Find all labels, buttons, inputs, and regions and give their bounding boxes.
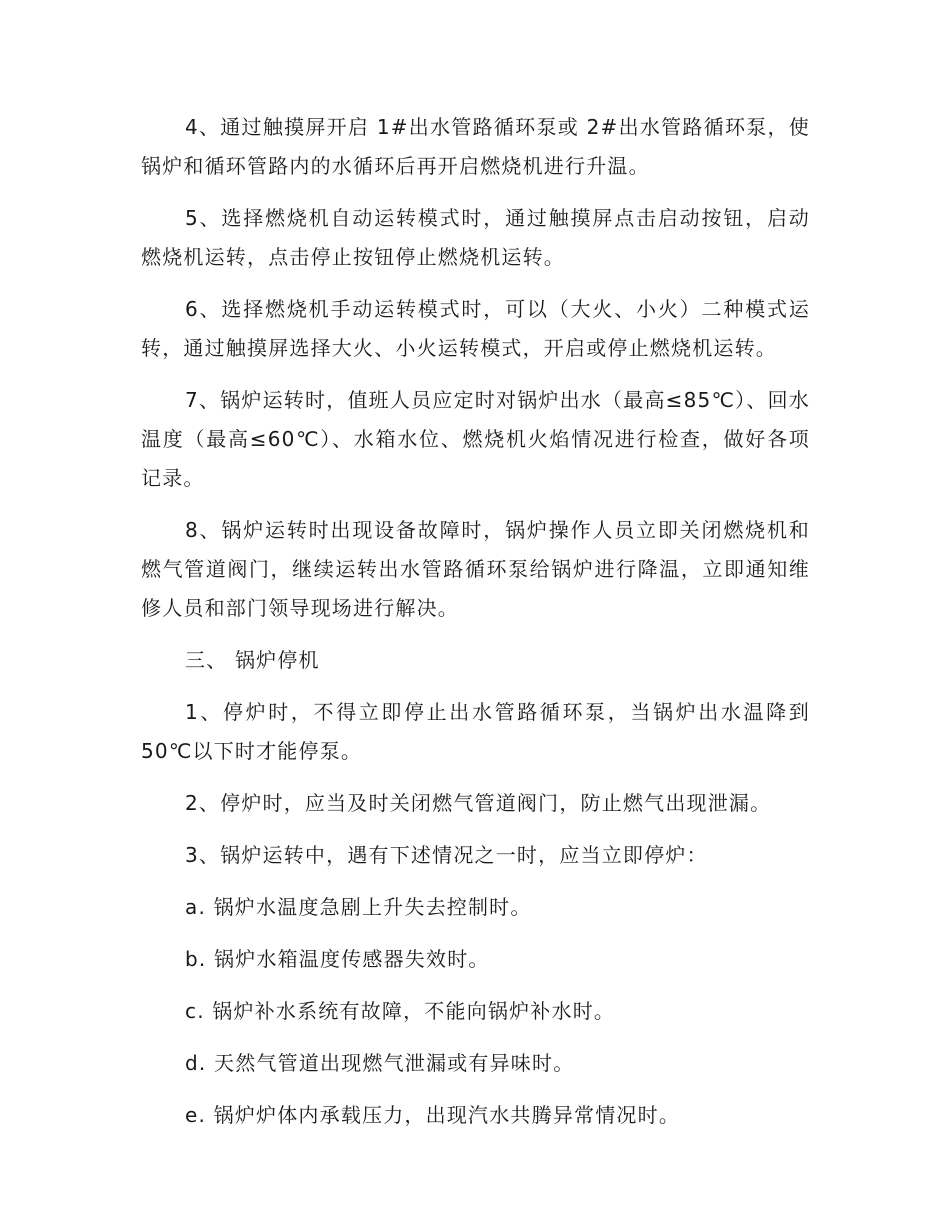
paragraph-step-6: 6、选择燃烧机手动运转模式时，可以（大火、小火）二种模式运转，通过触摸屏选择大火、小火运转模式，开启或停止燃烧机运转。	[141, 297, 810, 360]
list-item-cond-b: b. 锅炉水箱温度传感器失效时。	[185, 947, 490, 971]
list-item-cond-a: a. 锅炉水温度急剧上升失去控制时。	[185, 895, 532, 919]
paragraph-stop-1: 1、停炉时，不得立即停止出水管路循环泵，当锅炉出水温降到50℃以下时才能停泵。	[141, 700, 810, 763]
section-heading-boiler-shutdown: 三、 锅炉停机	[185, 648, 320, 672]
paragraph-step-8: 8、锅炉运转时出现设备故障时，锅炉操作人员立即关闭燃烧机和燃气管道阀门，继续运转出水管路循环泵给锅炉进行降温，立即通知维修人员和部门领导现场进行解决。	[141, 518, 810, 620]
paragraph-stop-3: 3、锅炉运转中，遇有下述情况之一时，应当立即停炉：	[185, 843, 708, 867]
list-item-cond-d: d. 天然气管道出现燃气泄漏或有异味时。	[185, 1051, 575, 1075]
list-item-cond-e: e. 锅炉炉体内承载压力，出现汽水共腾异常情况时。	[185, 1103, 681, 1127]
list-item-cond-c: c. 锅炉补水系统有故障，不能向锅炉补水时。	[185, 999, 616, 1023]
paragraph-stop-2: 2、停炉时，应当及时关闭燃气管道阀门，防止燃气出现泄漏。	[185, 791, 772, 815]
paragraph-step-7: 7、锅炉运转时，值班人员应定时对锅炉出水（最高≤85℃）、回水温度（最高≤60℃）、水箱水位、燃烧机火焰情况进行检查，做好各项记录。	[141, 388, 810, 490]
paragraph-step-5: 5、选择燃烧机自动运转模式时，通过触摸屏点击启动按钮，启动燃烧机运转，点击停止按钮停止燃烧机运转。	[141, 206, 810, 269]
paragraph-step-4: 4、通过触摸屏开启 1#出水管路循环泵或 2#出水管路循环泵，使锅炉和循环管路内的水循环后再开启燃烧机进行升温。	[141, 115, 810, 178]
